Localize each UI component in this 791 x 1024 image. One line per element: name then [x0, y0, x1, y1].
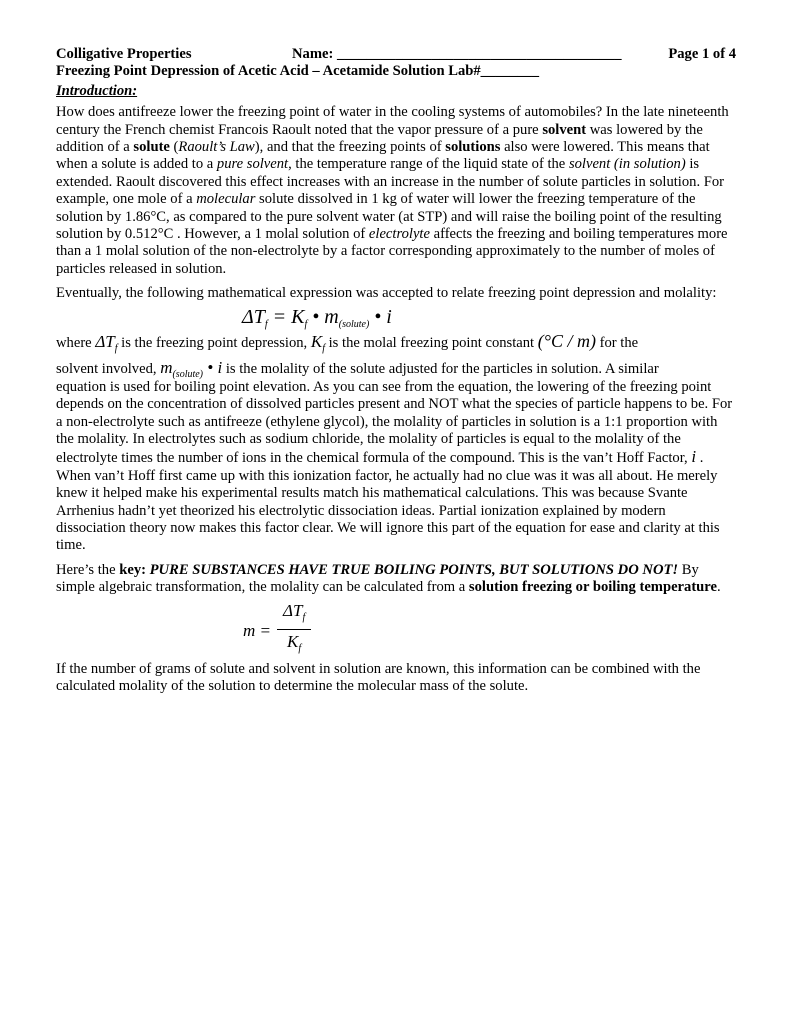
- italic-term: Raoult’s Law: [178, 139, 255, 156]
- paragraph-raoult: [56, 104, 736, 278]
- eq-symbol: K: [287, 632, 299, 652]
- text-run: Here’s the: [56, 561, 120, 578]
- eq-symbol: = K: [267, 305, 305, 328]
- bold-term: solute: [133, 139, 170, 156]
- math-symbol: ΔT: [95, 331, 115, 351]
- eq-subscript: f: [264, 318, 268, 330]
- text-run: (: [169, 139, 179, 156]
- math-symbol: • i: [203, 357, 223, 377]
- italic-term: molecular: [196, 191, 256, 208]
- bold-term: solution freezing or boiling temperature: [468, 579, 717, 596]
- text-run: .: [717, 579, 721, 596]
- text-run: , the temperature range of the liquid state of the: [288, 156, 569, 173]
- paragraph-expression-intro: Eventually, the following mathematical expression was accepted to relate freezing point depression and molality:: [56, 285, 717, 302]
- eq-symbol: • m: [307, 305, 339, 328]
- text-run: is the freezing point depression,: [117, 334, 311, 351]
- math-symbol: K: [310, 331, 323, 351]
- eq-subscript: f: [298, 643, 302, 655]
- equation-freezing-point-depression: [242, 304, 736, 330]
- text-run: . When van’t Hoff first came up with this ionization factor, he actually had no clue was it was all about. He merely knew it helped make his experimental results match his mathematical calculations. This was because Svante Arrhenius hadn’t yet theorized his electrolytic dissociation ideas. Partial ionization explained by modern dissociation theory now makes this factor clear. We will ignore this part of the equation for ease and clarity at this time.: [56, 450, 720, 554]
- text-run: equation is used for boiling point elevation. As you can see from the equation, the lowering of the freezing point depends on the concentration of dissolved particles present and NOT what the species of particle happens to be. For a non-electrolyte such as antifreeze (ethylene glycol), the molality of particles in solution is a 1:1 proportion with the molality. In electrolytes such as sodium chloride, the molality of particles is equal to the molality of the electrolyte times the number of ions in the chemical formula of the compound. This is the van’t Hoff Factor,: [56, 378, 733, 467]
- eq-symbol: • i: [369, 305, 392, 328]
- eq-subscript: f: [304, 318, 308, 330]
- bold-term: solutions: [445, 139, 501, 156]
- section-heading-introduction: Introduction:: [56, 82, 138, 99]
- paragraph-vant-hoff: [56, 379, 736, 555]
- text-run: is extended. Raoult discovered this effect increases with an increase in the number of solute particles in solution. For example, one mole of a: [56, 156, 725, 208]
- italic-term: pure solvent: [216, 156, 289, 173]
- solvent-involved-line: [56, 357, 736, 379]
- doc-title: Colligative Properties: [56, 46, 192, 62]
- text-run: where: [56, 334, 96, 351]
- text-run: ), and that the freezing points of: [254, 139, 446, 156]
- text-run: also were lowered. This means that when a solute is added to a: [56, 139, 710, 173]
- name-field-label: Name: _______________________________________: [292, 46, 622, 62]
- text-run: is the molality of the solute adjusted for the particles in solution. A similar: [222, 360, 659, 377]
- text-run: By simple algebraic transformation, the molality can be calculated from a: [56, 561, 699, 596]
- text-run: was lowered by the addition of a: [56, 121, 703, 156]
- key-statement: PURE SUBSTANCES HAVE TRUE BOILING POINTS, BUT SOLUTIONS DO NOT!: [149, 561, 679, 578]
- bold-term: key:: [119, 561, 146, 578]
- equation-molality: [243, 601, 736, 657]
- header-line: [56, 46, 736, 63]
- eq-denominator: [287, 630, 301, 661]
- text-run: is the molal freezing point constant: [324, 334, 538, 351]
- math-subscript: f: [322, 342, 325, 354]
- math-subscript: f: [114, 342, 118, 354]
- text-run: affects the freezing and boiling temperatures more than a 1 molal solution of the non-electrolyte by a factor corresponding approximately to the number of moles of particles released in solution.: [56, 226, 728, 277]
- eq-fraction: [277, 600, 311, 661]
- math-symbol: i: [691, 447, 697, 467]
- eq-lhs: m =: [243, 620, 271, 640]
- paragraph-key: [56, 562, 736, 597]
- bold-term: solvent: [542, 121, 587, 138]
- italic-term: electrolyte: [368, 226, 430, 243]
- paragraph-molecular-mass: If the number of grams of solute and solvent in solution are known, this information can be combined with the calculated molality of the solution to determine the molecular mass of the solute.: [56, 660, 701, 694]
- text-run: How does antifreeze lower the freezing point of water in the cooling systems of automobiles? In the late nineteenth century the French chemist Francois Raoult noted that the vapor pressure of a pure: [56, 104, 729, 138]
- text-run: solute dissolved in 1 kg of water will lower the freezing temperature of the solution by 1.86°C, as compared to the pure solvent water (at STP) and will raise the boiling point of the resulting solution by 0.512°C . However, a 1 molal solution of: [56, 191, 722, 243]
- eq-symbol: ΔT: [283, 601, 303, 621]
- eq-subscript: (solute): [338, 318, 370, 330]
- text-run: for the: [595, 334, 639, 351]
- math-symbol: m: [160, 357, 173, 377]
- document-page: [56, 46, 736, 695]
- italic-term: solvent (in solution): [568, 156, 686, 173]
- eq-symbol: ΔT: [242, 305, 265, 328]
- doc-subtitle: Freezing Point Depression of Acetic Acid – Acetamide Solution Lab#________: [56, 63, 540, 80]
- where-line: [56, 331, 736, 352]
- math-unit: (°C / m): [537, 330, 596, 351]
- text-run: solvent involved,: [56, 360, 161, 377]
- page-number: Page 1 of 4: [668, 46, 736, 62]
- eq-subscript: f: [302, 612, 306, 624]
- eq-numerator: [277, 600, 311, 630]
- math-subscript: (solute): [172, 368, 204, 380]
